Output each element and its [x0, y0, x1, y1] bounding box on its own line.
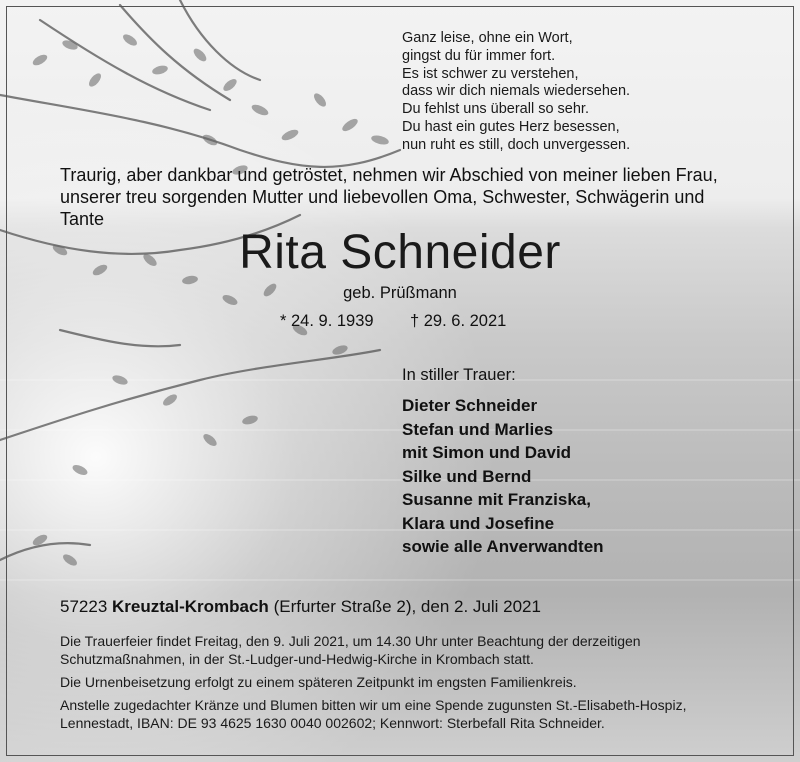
- deceased-name: Rita Schneider: [239, 226, 561, 279]
- funeral-note: Die Trauerfeier findet Freitag, den 9. Juli 2021, um 14.30 Uhr unter Beachtung der derzeitigen Schutzmaßnahmen, in der St.-Ludger-und-Hedwig-Kirche in Krombach statt.: [60, 633, 641, 667]
- mourner: Stefan und Marlies: [402, 419, 554, 439]
- postcode: 57223: [60, 597, 108, 616]
- urn-note: Die Urnenbeisetzung erfolgt zu einem späteren Zeitpunkt im engsten Familienkreis.: [60, 674, 577, 690]
- poem-line: Ganz leise, ohne ein Wort,: [402, 30, 573, 46]
- poem: [402, 30, 630, 155]
- poem-line: gingst du für immer fort.: [402, 47, 556, 64]
- intro-line: Tante: [60, 209, 105, 229]
- funeral-notes: [60, 632, 750, 737]
- mourner: Silke und Bernd: [402, 466, 532, 486]
- birth-date: * 24. 9. 1939: [280, 312, 374, 330]
- mourner: mit Simon und David: [402, 443, 572, 462]
- mourner: Susanne mit Franziska,: [402, 490, 591, 509]
- death-date: † 29. 6. 2021: [410, 312, 507, 330]
- mourner: sowie alle Anverwandten: [402, 537, 604, 556]
- maiden-name: geb. Prüßmann: [343, 284, 457, 302]
- intro-line: Traurig, aber dankbar und getröstet, nehmen wir Abschied von meiner lieben Frau,: [60, 165, 718, 185]
- town: Kreuztal-Krombach: [112, 597, 269, 616]
- poem-line: dass wir dich niemals wiedersehen.: [402, 83, 631, 100]
- address-and-date: (Erfurter Straße 2), den 2. Juli 2021: [273, 597, 541, 616]
- mourners-label: In stiller Trauer:: [402, 366, 516, 384]
- poem-line: Du hast ein gutes Herz besessen,: [402, 118, 620, 135]
- intro-line: unserer treu sorgenden Mutter und liebevollen Oma, Schwester, Schwägerin und: [60, 187, 705, 207]
- farewell-intro: [60, 164, 780, 230]
- poem-line: Du fehlst uns überall so sehr.: [402, 101, 589, 118]
- mourner: Klara und Josefine: [402, 513, 555, 533]
- poem-line: nun ruht es still, doch unvergessen.: [402, 136, 631, 153]
- mourner: Dieter Schneider: [402, 396, 538, 415]
- donation-note: Anstelle zugedachter Kränze und Blumen bitten wir um eine Spende zugunsten St.-Elisabeth-Hospiz, Lennestadt, IBAN: DE 93 4625 1630 0040 002602; Kennwort: Sterbefall Rita Schneider.: [60, 697, 687, 731]
- mourners-list: [402, 394, 604, 559]
- poem-line: Es ist schwer zu verstehen,: [402, 65, 579, 82]
- place-and-date: [60, 597, 541, 617]
